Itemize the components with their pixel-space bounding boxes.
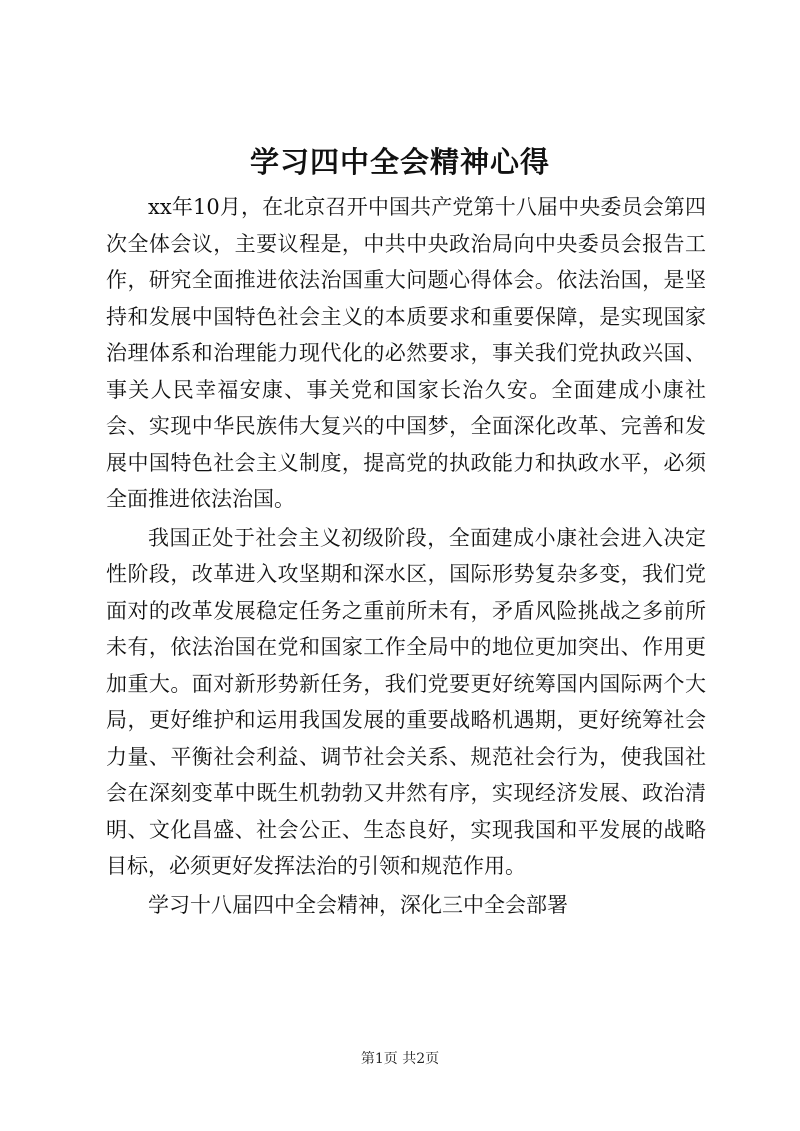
paragraph-3: 学习十八届四中全会精神，深化三中全会部署 xyxy=(148,892,568,917)
paragraph-2: 我国正处于社会主义初级阶段，全面建成小康社会进入决定性阶段，改革进入攻坚期和深水区，国际形势复杂多变，我们党面对的改革发展稳定任务之重前所未有，矛盾风险挑战之多前所未有，依法治国在党和国家工作全局中的地位更加突出、作用更加重大。面对新形势新任务，我们党要更好统筹国内国际两个大局，更好维护和运用我国发展的重要战略机遇期，更好统筹社会力量、平衡社会利益、调节社会关系、规范社会行为，使我国社会在深刻变革中既生机勃勃又井然有序，实现经济发展、政治清明、文化昌盛、社会公正、生态良好，实现我国和平发展的战略目标，必须更好发挥法治的引领和规范作用。 xyxy=(106,525,706,878)
document-title: 学习四中全会精神心得 xyxy=(249,145,550,179)
page-footer: 第1页 共2页 xyxy=(360,1051,440,1067)
paragraph-1: xx年10月，在北京召开中国共产党第十八届中央委员会第四次全体会议，主要议程是，中共中央政治局向中央委员会报告工作，研究全面推进依法治国重大问题心得体会。依法治国，是坚持和发展中国特色社会主义的本质要求和重要保障，是实现国家治理体系和治理能力现代化的必然要求，事关我们党执政兴国、事关人民幸福安康、事关党和国家长治久安。全面建成小康社会、实现中华民族伟大复兴的中国梦，全面深化改革、完善和发展中国特色社会主义制度，提高党的执政能力和执政水平，必须全面推进依法治国。 xyxy=(106,195,706,511)
document-body xyxy=(106,189,706,923)
